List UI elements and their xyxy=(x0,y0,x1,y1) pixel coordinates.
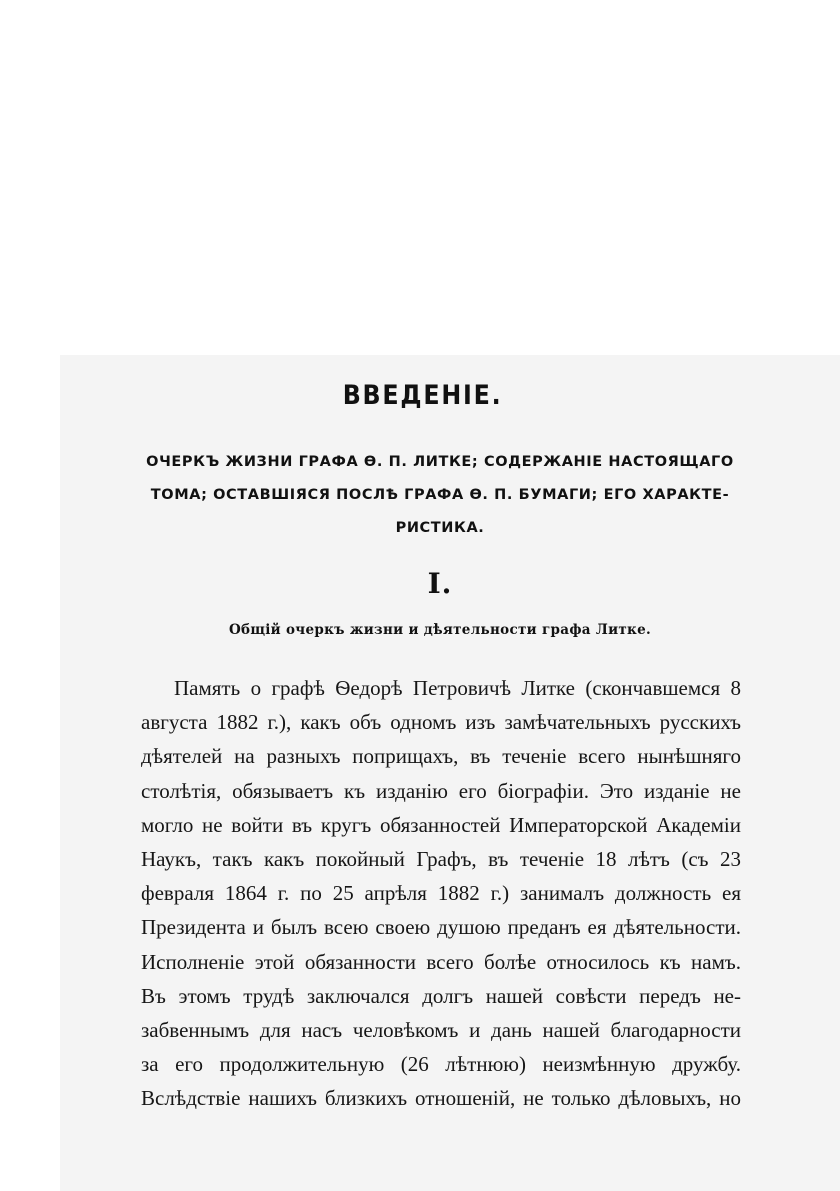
text-line: дѣятелей на разныхъ поприщахъ, въ теченіе всего нынѣшняго xyxy=(141,744,741,769)
subtitle-line: РИСТИКА. xyxy=(395,520,485,536)
text-line: Наукъ, такъ какъ покойный Графъ, въ теченіе 18 лѣтъ (съ 23 xyxy=(141,847,741,872)
section-number: I. xyxy=(427,567,453,600)
page-title: ВВЕДЕНІЕ. xyxy=(342,380,503,411)
subtitle-line: ОЧЕРКЪ ЖИЗНИ ГРАФА Ѳ. П. ЛИТКЕ; СОДЕРЖАНІЕ НАСТОЯЩАГО xyxy=(146,454,734,470)
text-line: Память о графѣ Ѳедорѣ Петровичѣ Литке (скончавшемся 8 xyxy=(174,676,741,700)
text-line: Вслѣдствіе нашихъ близкихъ отношеній, не только дѣловыхъ, но xyxy=(141,1086,741,1111)
section-heading: Общій очеркъ жизни и дѣятельности графа Литке. xyxy=(228,622,652,638)
chapter-subtitle xyxy=(120,446,760,545)
text-line: могло не войти въ кругъ обязанностей Императорской Академіи xyxy=(141,812,741,837)
text-line: столѣтія, обязываетъ къ изданію его біографіи. Это изданіе не xyxy=(141,778,741,803)
body-paragraph xyxy=(141,671,741,1116)
subtitle-line: ТОМА; ОСТАВШІЯСЯ ПОСЛѢ ГРАФА Ѳ. П. БУМАГИ; ЕГО ХАРАКТЕ- xyxy=(150,487,730,503)
text-line: августа 1882 г.), какъ объ одномъ изъ замѣчательныхъ русскихъ xyxy=(141,710,741,735)
text-line: за его продолжительную (26 лѣтнюю) неизмѣнную дружбу. xyxy=(141,1052,741,1077)
text-line: Президента и былъ всею своею душою преданъ ея дѣятельности. xyxy=(141,915,741,940)
text-line: Исполненіе этой обязанности всего болѣе относилось къ намъ. xyxy=(141,949,741,974)
text-line: Въ этомъ трудѣ заключался долгъ нашей совѣсти передъ не- xyxy=(141,983,741,1008)
text-line: забвеннымъ для насъ человѣкомъ и дань нашей благодарности xyxy=(141,1018,741,1043)
text-line: февраля 1864 г. по 25 апрѣля 1882 г.) занималъ должность ея xyxy=(141,881,741,906)
